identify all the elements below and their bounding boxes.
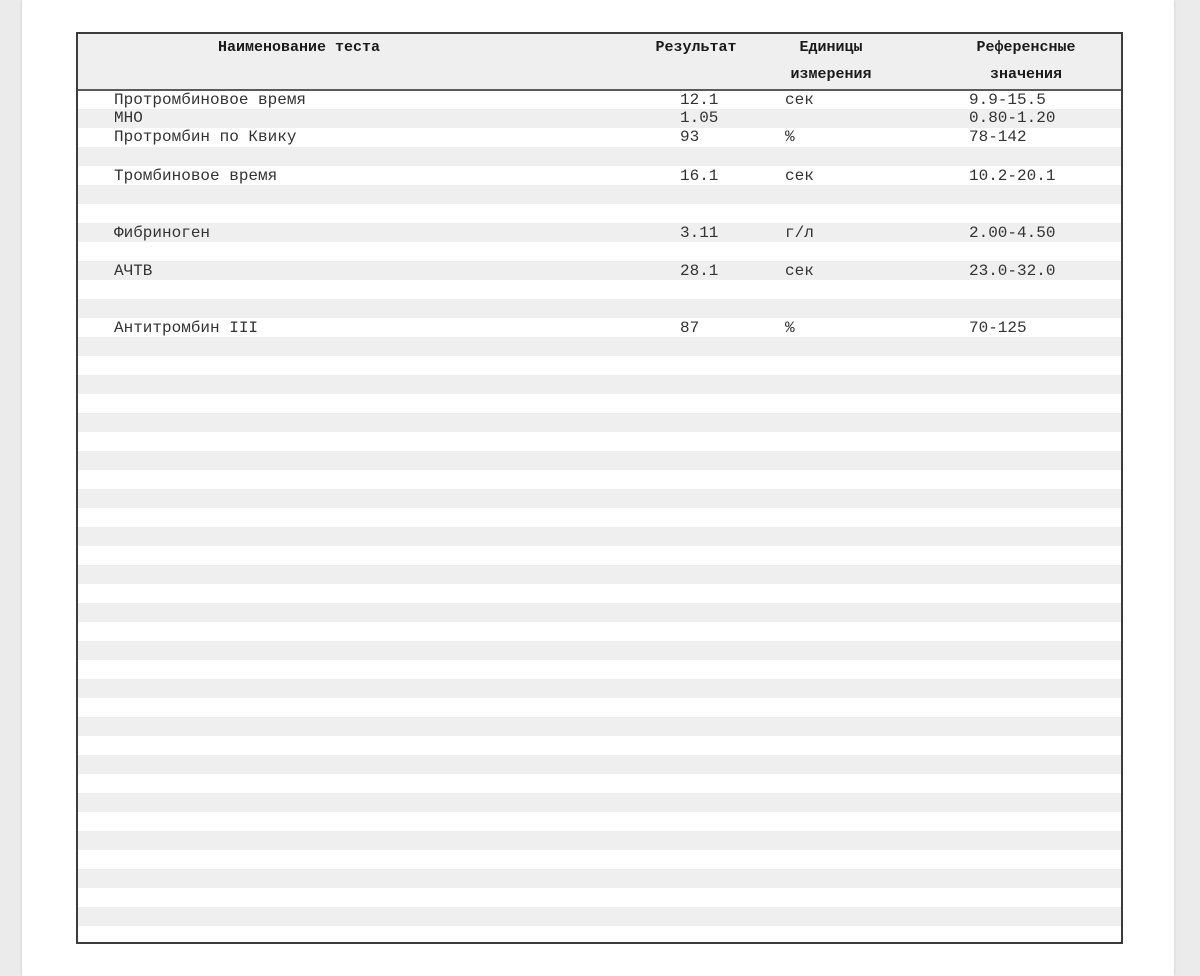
row-result: 1.05 <box>680 109 719 127</box>
header-test-name: Наименование теста <box>217 39 381 56</box>
row-test-name: Тромбиновое время <box>114 167 278 185</box>
row-result: 16.1 <box>680 167 719 185</box>
row-unit: сек <box>785 167 814 185</box>
row-result: 87 <box>680 319 700 337</box>
row-result: 3.11 <box>680 224 719 242</box>
table-header <box>78 34 1121 91</box>
row-result: 28.1 <box>680 262 719 280</box>
row-unit: % <box>785 319 795 337</box>
row-reference: 9.9-15.5 <box>969 91 1046 109</box>
row-test-name: Протромбин по Квику <box>114 128 297 146</box>
row-reference: 0.80-1.20 <box>969 109 1056 127</box>
results-table <box>76 32 1123 944</box>
row-result: 93 <box>680 128 700 146</box>
row-reference: 23.0-32.0 <box>969 262 1056 280</box>
row-test-name: Фибриноген <box>114 224 211 242</box>
row-unit: % <box>785 128 795 146</box>
document-page <box>22 0 1174 976</box>
row-result: 12.1 <box>680 91 719 109</box>
row-unit: г/л <box>785 224 814 242</box>
row-reference: 70-125 <box>969 319 1027 337</box>
row-test-name: Антитромбин III <box>114 319 259 337</box>
row-unit: сек <box>785 91 814 109</box>
row-reference: 2.00-4.50 <box>969 224 1056 242</box>
row-unit: сек <box>785 262 814 280</box>
header-reference-line1: Референсные <box>976 39 1076 56</box>
row-test-name: АЧТВ <box>114 262 153 280</box>
row-test-name: МНО <box>114 109 143 127</box>
header-result: Результат <box>655 39 737 56</box>
row-test-name: Протромбиновое время <box>114 91 307 109</box>
header-units-line2: измерения <box>790 66 872 83</box>
row-reference: 78-142 <box>969 128 1027 146</box>
header-reference-line2: значения <box>989 66 1062 83</box>
header-units-line1: Единицы <box>799 39 863 56</box>
row-reference: 10.2-20.1 <box>969 167 1056 185</box>
